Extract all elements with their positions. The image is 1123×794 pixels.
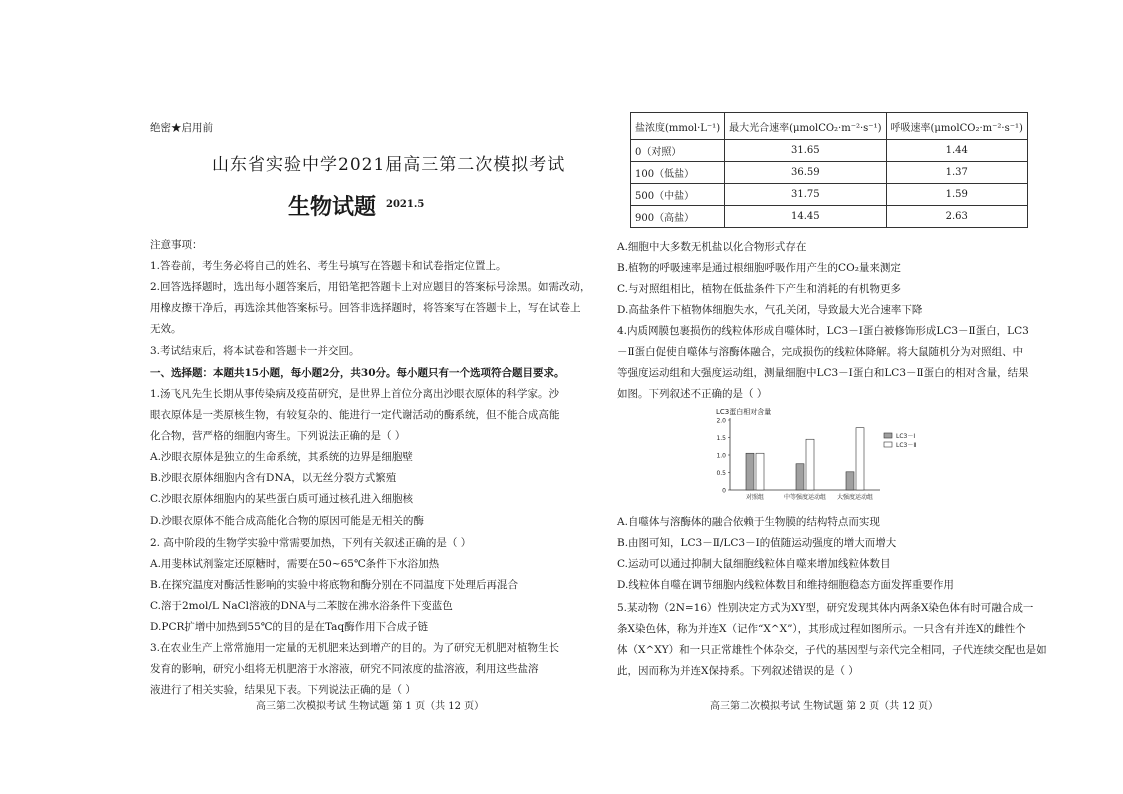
option-line: C.溶于2mol/L NaCl溶液的DNA与二苯胺在沸水浴条件下变蓝色 xyxy=(150,600,453,612)
secret-mark: 绝密★启用前 xyxy=(150,122,213,134)
bar-lc3-i xyxy=(746,453,754,490)
option-line: B.在探究温度对酶活性影响的实验中将底物和酶分别在不同温度下处理后再混合 xyxy=(150,579,519,591)
page-footer: 高三第二次模拟考试 生物试题 第 1 页（共 12 页） xyxy=(256,701,485,712)
table-header-row xyxy=(631,113,1028,140)
question-line: 体（X^XY）和一只正常雄性个体杂交，子代的基因型与亲代完全相同，子代连续交配也是如 xyxy=(617,644,1047,656)
chart-title: LC3蛋白相对含量 xyxy=(716,408,772,416)
legend-swatch xyxy=(884,442,892,447)
page-footer: 高三第二次模拟考试 生物试题 第 2 页（共 12 页） xyxy=(710,701,939,712)
table-header: 呼吸速率(μmolCO₂·m⁻²·s⁻¹) xyxy=(886,113,1027,140)
bar-lc3-ii xyxy=(856,428,864,490)
bar-lc3-i xyxy=(846,472,854,490)
question-line: 液进行了相关实验，结果见下表。下列说法正确的是（ ） xyxy=(150,684,416,696)
bar-lc3-ii xyxy=(806,439,814,490)
note-line: 1.答卷前，考生务必将自己的姓名、考生号填写在答题卡和试卷指定位置上。 xyxy=(150,260,507,272)
y-tick-label: 1.0 xyxy=(716,452,726,460)
option-line: B.植物的呼吸速率是通过根细胞呼吸作用产生的CO₂量来测定 xyxy=(617,262,901,274)
y-tick-label: 1.5 xyxy=(716,435,726,442)
table-cell: 500（中盐） xyxy=(631,184,725,206)
option-line: C.运动可以通过抑制大鼠细胞线粒体自噬来增加线粒体数目 xyxy=(617,558,891,570)
option-line: D.PCR扩增中加热到55℃的目的是在Taq酶作用下合成子链 xyxy=(150,621,429,633)
table-cell: 36.59 xyxy=(725,162,886,184)
x-tick-label: 对照组 xyxy=(745,494,765,501)
table-cell: 31.75 xyxy=(725,184,886,206)
option-line: A.细胞中大多数无机盐以化合物形式存在 xyxy=(617,241,807,253)
table-header: 盐浓度(mmol·L⁻¹) xyxy=(631,113,725,140)
option-line: D.高盐条件下植物体细胞失水，气孔关闭，导致最大光合速率下降 xyxy=(617,304,923,316)
option-line: A.用斐林试剂鉴定还原糖时，需要在50~65℃条件下水浴加热 xyxy=(150,558,440,570)
option-line: D.沙眼衣原体不能合成高能化合物的原因可能是无相关的酶 xyxy=(150,515,424,527)
question-line: 2. 高中阶段的生物学实验中常需要加热，下列有关叙述正确的是（ ） xyxy=(150,537,472,549)
note-line: 2.回答选择题时，选出每小题答案后，用铅笔把答题卡上对应题目的答案标号涂黑。如需改动， xyxy=(150,281,591,293)
table-cell: 0（对照） xyxy=(631,140,725,162)
notes-heading: 注意事项： xyxy=(150,239,203,251)
table-cell: 1.44 xyxy=(886,140,1027,162)
lc3-bar-chart xyxy=(700,404,940,508)
question-line: 条X染色体，称为并连X（记作“X^X”），其形成过程如图所示。一只含有并连X的雌性个 xyxy=(617,623,1026,635)
exam-title: 山东省实验中学2021届高三第二次模拟考试 xyxy=(212,155,566,175)
table-cell: 1.37 xyxy=(886,162,1027,184)
table-row xyxy=(631,162,1028,184)
table-cell: 100（低盐） xyxy=(631,162,725,184)
option-line: B.由图可知，LC3－Ⅱ/LC3－Ⅰ的值随运动强度的增大而增大 xyxy=(617,537,897,549)
option-line: B.沙眼衣原体细胞内含有DNA，以无丝分裂方式繁殖 xyxy=(150,472,397,484)
question-line: 1.汤飞凡先生长期从事传染病及疫苗研究，是世界上首位分离出沙眼衣原体的科学家。沙 xyxy=(150,388,560,400)
legend-label: LC3－Ⅰ xyxy=(896,433,916,440)
question-line: 5.某动物（2N=16）性别决定方式为XY型，研究发现其体内两条X染色体有时可融合成一 xyxy=(617,602,1034,614)
note-line: 用橡皮擦干净后，再选涂其他答案标号。回答非选择题时，将答案写在答题卡上，写在试卷上 xyxy=(150,302,581,314)
subject-title: 生物试题 xyxy=(288,194,377,220)
y-tick-label: 2.0 xyxy=(716,417,726,425)
y-tick-label: 0 xyxy=(722,487,726,495)
question-line: 等强度运动组和大强度运动组，测量细胞中LC3－Ⅰ蛋白和LC3－Ⅱ蛋白的相对含量，结果 xyxy=(617,367,1029,379)
table-row xyxy=(631,140,1028,162)
question-line: 3.在农业生产上常常施用一定量的无机肥来达到增产的目的。为了研究无机肥对植物生长 xyxy=(150,642,560,654)
x-tick-label: 大强度运动组 xyxy=(836,494,874,501)
question-line: 化合物，营严格的细胞内寄生。下列说法正确的是（ ） xyxy=(150,430,406,442)
question-line: 发育的影响，研究小组将无机肥溶于水溶液，研究不同浓度的盐溶液，利用这些盐溶 xyxy=(150,663,539,675)
chart-legend xyxy=(884,433,916,449)
table-header: 最大光合速率(μmolCO₂·m⁻²·s⁻¹) xyxy=(725,113,886,140)
chart-bars xyxy=(746,428,864,490)
table-row xyxy=(631,184,1028,206)
right-page xyxy=(600,0,1123,794)
question-line: 此，因而称为并连X保持系。下列叙述错误的是（ ） xyxy=(617,665,859,677)
legend-label: LC3－Ⅱ xyxy=(896,442,917,449)
y-tick-label: 0.5 xyxy=(716,470,726,477)
question-line: 眼衣原体是一类原核生物，有较复杂的、能进行一定代谢活动的酶系统，但不能合成高能 xyxy=(150,409,560,421)
section-heading: 一、选择题：本题共15小题，每小题2分，共30分。每小题只有一个选项符合题目要求。 xyxy=(150,367,565,379)
table-cell: 2.63 xyxy=(886,206,1027,228)
question-line: －Ⅱ蛋白促使自噬体与溶酶体融合，完成损伤的线粒体降解。将大鼠随机分为对照组、中 xyxy=(617,346,1024,358)
option-line: A.沙眼衣原体是独立的生命系统，其系统的边界是细胞壁 xyxy=(150,451,413,463)
table-cell: 31.65 xyxy=(725,140,886,162)
question-line: 如图。下列叙述不正确的是（ ） xyxy=(617,388,768,400)
option-line: D.线粒体自噬在调节细胞内线粒体数目和维持细胞稳态方面发挥重要作用 xyxy=(617,579,954,591)
x-tick-label: 中等强度运动组 xyxy=(783,494,827,501)
option-line: C.与对照组相比，植物在低盐条件下产生和消耗的有机物更多 xyxy=(617,283,901,295)
table-row xyxy=(631,206,1028,228)
table-cell: 14.45 xyxy=(725,206,886,228)
bar-lc3-i xyxy=(796,464,804,490)
bar-lc3-ii xyxy=(756,453,764,490)
salt-table xyxy=(630,112,1028,228)
table-cell: 900（高盐） xyxy=(631,206,725,228)
note-line: 无效。 xyxy=(150,323,182,335)
note-line: 3.考试结束后，将本试卷和答题卡一并交回。 xyxy=(150,345,360,357)
option-line: C.沙眼衣原体细胞内的某些蛋白质可通过核孔进入细胞核 xyxy=(150,493,413,505)
question-line: 4.内质网膜包裹损伤的线粒体形成自噬体时，LC3－Ⅰ蛋白被修饰形成LC3－Ⅱ蛋白，LC3 xyxy=(617,325,1029,337)
legend-swatch xyxy=(884,433,892,438)
option-line: A.自噬体与溶酶体的融合依赖于生物膜的结构特点而实现 xyxy=(617,516,880,528)
exam-date: 2021.5 xyxy=(386,199,425,210)
table-cell: 1.59 xyxy=(886,184,1027,206)
